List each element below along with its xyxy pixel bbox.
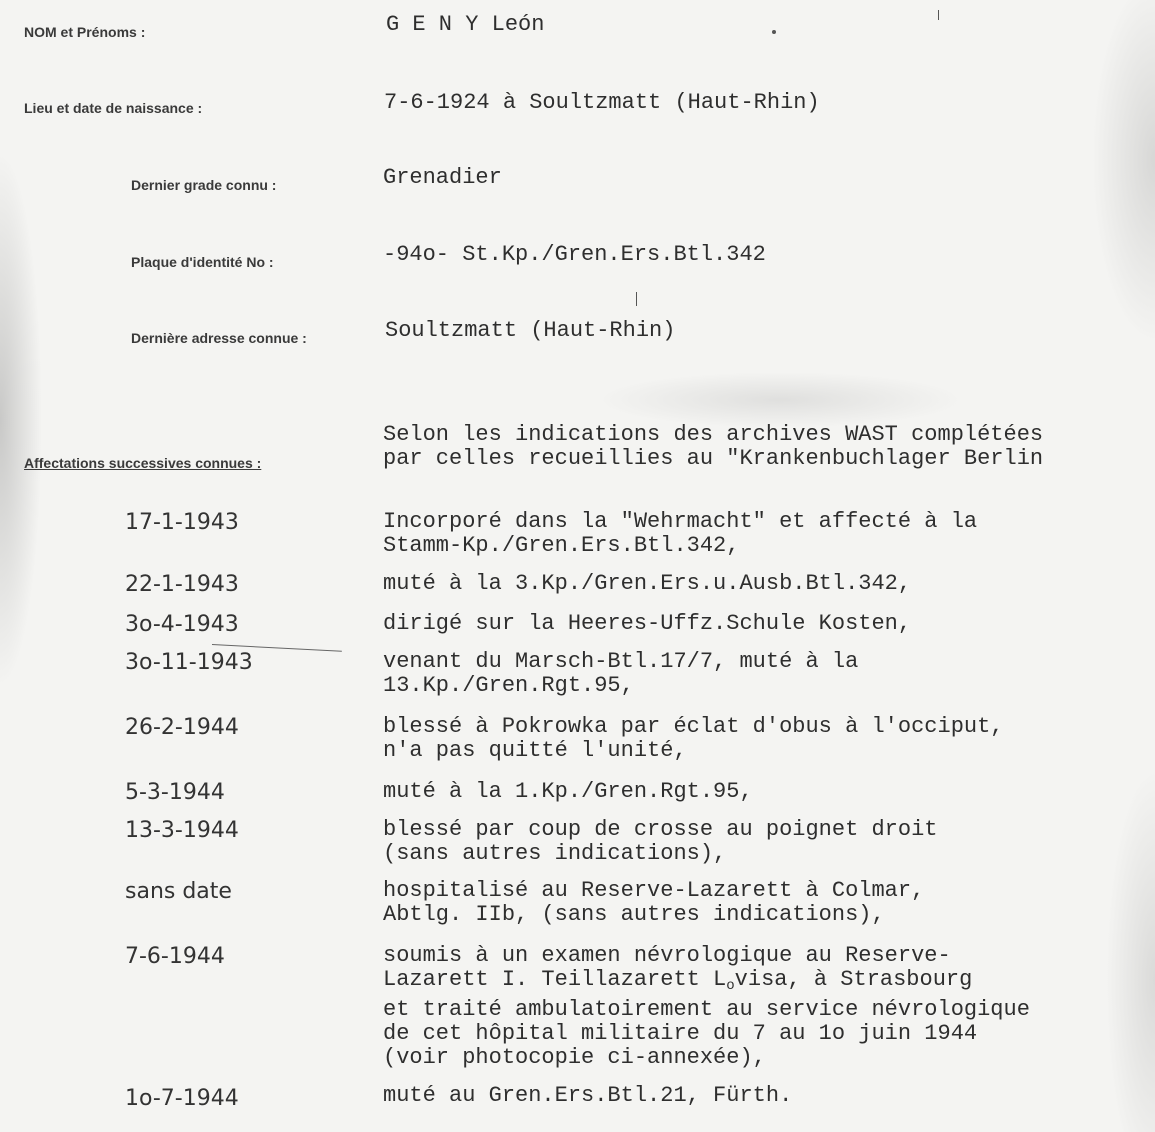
entry-line: Abtlg. IIb, (sans autres indications), — [383, 902, 885, 927]
affectations-intro — [383, 423, 1043, 471]
entry-text — [383, 818, 938, 866]
entry-text — [383, 1084, 792, 1108]
entry-line: de cet hôpital militaire du 7 au 1o juin 1944 — [383, 1021, 978, 1046]
scan-speck — [772, 30, 776, 34]
entry-line: hospitalisé au Reserve-Lazarett à Colmar, — [383, 878, 925, 903]
entry-date: 3o-11-1943 — [125, 650, 253, 675]
scan-speck — [636, 292, 637, 306]
entry-date: 7-6-1944 — [125, 944, 225, 969]
address-label: Dernière adresse connue : — [131, 330, 307, 346]
name-label: NOM et Prénoms : — [24, 24, 146, 40]
affectations-label: Affectations successives connues : — [24, 455, 262, 471]
entry-line: Incorporé dans la "Wehrmacht" et affecté à la — [383, 509, 978, 534]
entry-line: n'a pas quitté l'unité, — [383, 738, 687, 763]
grade-value: Grenadier — [383, 165, 502, 190]
entry-line: blessé par coup de crosse au poignet droit — [383, 817, 938, 842]
entry-line: 13.Kp./Gren.Rgt.95, — [383, 673, 634, 698]
entry-date: 22-1-1943 — [125, 572, 239, 597]
entry-date: 1o-7-1944 — [125, 1086, 239, 1111]
entry-text — [383, 612, 911, 636]
entry-date: 26-2-1944 — [125, 715, 239, 740]
entry-text — [383, 780, 753, 804]
birth-value: 7-6-1924 à Soultzmatt (Haut-Rhin) — [384, 90, 820, 115]
address-value: Soultzmatt (Haut-Rhin) — [385, 318, 676, 343]
entry-text — [383, 510, 977, 558]
entry-line: muté au Gren.Ers.Btl.21, Fürth. — [383, 1083, 793, 1108]
entry-date: 3o-4-1943 — [125, 612, 239, 637]
entry-line: (sans autres indications), — [383, 841, 727, 866]
entry-line: et traité ambulatoirement au service névrologique — [383, 997, 1030, 1022]
entry-line: dirigé sur la Heeres-Uffz.Schule Kosten, — [383, 611, 912, 636]
entry-date: 13-3-1944 — [125, 818, 239, 843]
intro-line: Selon les indications des archives WAST complétées — [383, 422, 1044, 447]
entry-line: (voir photocopie ci-annexée), — [383, 1045, 766, 1070]
entry-text — [383, 715, 1004, 763]
entry-line: muté à la 1.Kp./Gren.Rgt.95, — [383, 779, 753, 804]
entry-text — [383, 572, 911, 596]
entry-date: sans date — [125, 879, 232, 904]
entry-line-part: Lazarett I. Teillazarett L — [383, 967, 727, 992]
entry-text — [383, 650, 858, 698]
id-plate-value: -94o- St.Kp./Gren.Ers.Btl.342 — [383, 242, 766, 267]
scan-speck — [938, 10, 939, 20]
grade-label: Dernier grade connu : — [131, 177, 277, 193]
entry-line: Stamm-Kp./Gren.Ers.Btl.342, — [383, 533, 740, 558]
subscript-o: o — [726, 978, 735, 994]
entry-line: muté à la 3.Kp./Gren.Ers.u.Ausb.Btl.342, — [383, 571, 912, 596]
id-plate-label: Plaque d'identité No : — [131, 254, 274, 270]
birth-label: Lieu et date de naissance : — [24, 100, 203, 116]
entry-text — [383, 879, 924, 927]
intro-line: par celles recueillies au "Krankenbuchlager Berlin — [383, 446, 1044, 471]
entry-line: blessé à Pokrowka par éclat d'obus à l'occiput, — [383, 714, 1004, 739]
entry-date: 17-1-1943 — [125, 510, 239, 535]
entry-line-part: visa, à Strasbourg — [734, 967, 973, 992]
entry-line — [383, 968, 1030, 998]
entry-line: soumis à un examen névrologique au Reserve- — [383, 943, 951, 968]
entry-date: 5-3-1944 — [125, 780, 225, 805]
entry-line: venant du Marsch-Btl.17/7, muté à la — [383, 649, 859, 674]
name-value: G E N Y León — [386, 12, 545, 37]
entry-text — [383, 944, 1030, 1070]
